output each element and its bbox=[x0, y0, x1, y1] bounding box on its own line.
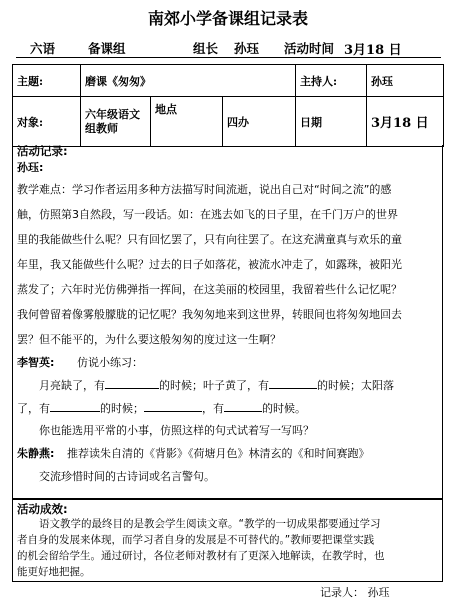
activity-section bbox=[12, 145, 443, 499]
speaker-sunjue: 孙珏: bbox=[17, 161, 44, 174]
fill-blank[interactable] bbox=[105, 376, 159, 389]
result-section bbox=[12, 499, 443, 582]
exercise-intro: 仿说小练习： bbox=[77, 356, 143, 369]
exercise-line-1: 月亮缺了，有 的时候；叶子黄了，有 的时候；太阳落 bbox=[39, 374, 394, 397]
date-label: 日期 bbox=[296, 97, 367, 147]
host-value: 孙珏 bbox=[367, 65, 444, 97]
paragraph-line: 我何曾留着像雾般朦胧的记忆呢？我匆匆地来到这世界，转眼间也将匆匆地回去 bbox=[17, 308, 402, 321]
result-label: 活动成效: bbox=[17, 502, 68, 516]
recorder-line bbox=[320, 584, 390, 600]
page-title: 南郊小学备课组记录表 bbox=[147, 9, 308, 28]
activity-label: 活动记录: bbox=[17, 144, 68, 158]
header-leader-label: 组长 bbox=[193, 41, 219, 56]
paragraph-line: 触，仿照第3自然段，写一段话。如：在逃去如飞的日子里，在千门万户的世界 bbox=[17, 208, 398, 221]
poem-exchange: 交流珍惜时间的古诗词或名言警句。 bbox=[39, 470, 215, 483]
result-line: 语文教学的最终目的是教会学生阅读文章。“教学的一切成果都要通过学习 bbox=[39, 518, 381, 530]
place-value: 四办 bbox=[223, 97, 296, 147]
paragraph-line: 年里，我又能做些什么呢？过去的日子如落花，被流水冲走了，如露珠，被阳光 bbox=[17, 258, 402, 271]
header-grade: 六语 bbox=[30, 41, 56, 56]
result-line: 的机会留给学生。通过研讨，各位老师对教材有了更深入地解读，在教学时，也 bbox=[17, 550, 385, 562]
header-line bbox=[16, 37, 441, 58]
recorder-label: 记录人： bbox=[320, 586, 364, 599]
result-line: 能更好地把握。 bbox=[17, 566, 91, 578]
fill-blank[interactable] bbox=[269, 376, 317, 389]
target-label: 对象: bbox=[13, 97, 81, 147]
topic-value: 磨课《匆匆》 bbox=[81, 65, 296, 97]
target-value: 六年级语文组教师 bbox=[81, 97, 151, 147]
host-label: 主持人: bbox=[296, 65, 367, 97]
meta-table bbox=[12, 64, 444, 147]
exercise-prompt: 你也能选用平常的小事，仿照这样的句式试着写一写吗？ bbox=[39, 424, 314, 437]
header-date: 3月18 日 bbox=[344, 43, 402, 58]
exercise-line-2: 了，有 的时候； ，有 的时候。 bbox=[17, 397, 306, 420]
paragraph-line: 罢？但不能平的，为什么要这般匆匆的度过这一生啊？ bbox=[17, 333, 281, 346]
header-group: 备课组 bbox=[88, 41, 126, 56]
fill-blank[interactable] bbox=[224, 399, 262, 412]
topic-label: 主题: bbox=[13, 65, 81, 97]
fill-blank[interactable] bbox=[144, 399, 202, 412]
paragraph-line: 蒸发了；六年时光仿佛弹指一挥间，在这美丽的校园里，我留着些什么记忆呢？ bbox=[17, 283, 402, 296]
header-leader: 孙珏 bbox=[234, 41, 260, 56]
header-time-label: 活动时间 bbox=[284, 41, 335, 56]
speaker-lizhiying: 李智英: bbox=[17, 356, 55, 369]
speaker-zhujingyan: 朱静燕: bbox=[17, 447, 55, 460]
date-value: 3月18 日 bbox=[367, 97, 444, 147]
result-line: 者自身的发展来体现，而学习者自身的发展是不可替代的。”教师要把课堂实践 bbox=[17, 534, 375, 546]
paragraph-line: 教学难点：学习作者运用多种方法描写时间流逝，说出自己对“时间之流”的感 bbox=[17, 183, 392, 196]
reading-recommendation: 推荐读朱自清的《背影》《荷塘月色》林清玄的《和时间赛跑》 bbox=[67, 447, 370, 460]
paragraph-line: 里的我能做些什么呢？只有回忆罢了，只有向往罢了。在这充满童真与欢乐的童 bbox=[17, 233, 402, 246]
fill-blank[interactable] bbox=[50, 399, 100, 412]
recorder-name: 孙珏 bbox=[367, 586, 390, 599]
place-label: 地点 bbox=[151, 97, 223, 147]
